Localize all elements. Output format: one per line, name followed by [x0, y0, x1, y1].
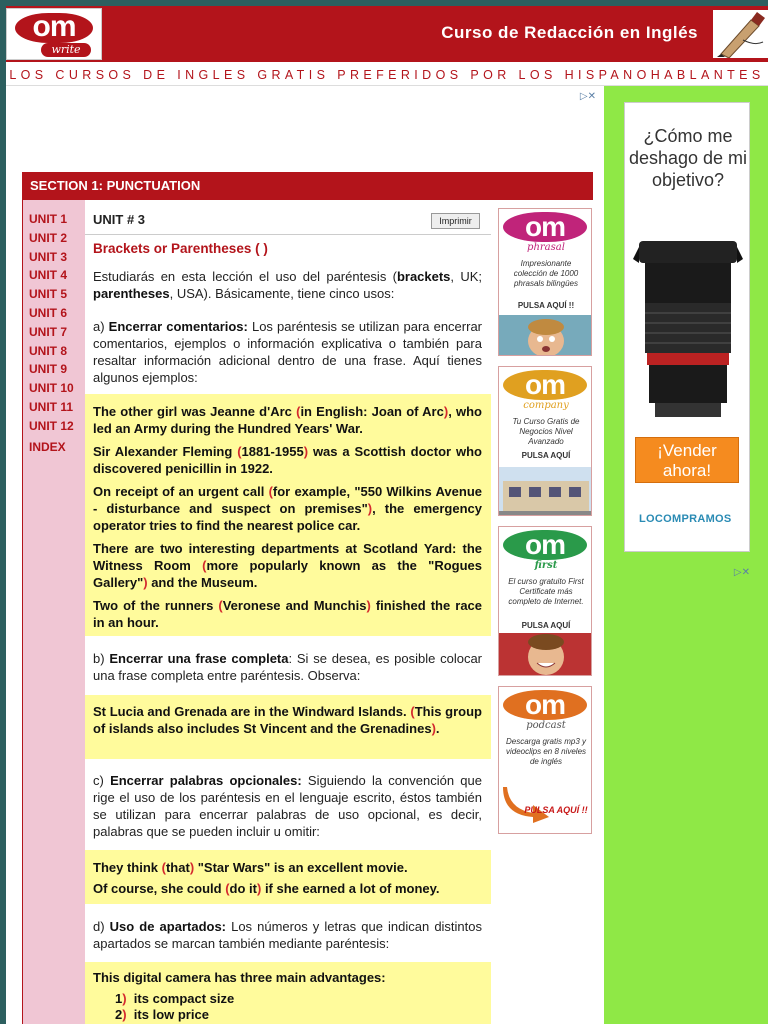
- promo-desc: El curso gratuito First Certificate más completo de Internet.: [508, 577, 584, 606]
- lesson-title: Brackets or Parentheses ( ): [93, 241, 268, 256]
- logo-write-text: write: [41, 43, 91, 57]
- promo-cta: PULSA AQUÍ: [521, 621, 571, 630]
- example-text: They think (that) "Star Wars" is an excellent movie.: [93, 860, 408, 875]
- section-title: SECTION 1: PUNCTUATION: [22, 172, 593, 200]
- arrow-icon: [499, 783, 592, 823]
- promo-company[interactable]: [498, 366, 592, 516]
- rule-c-paragraph: c) Encerrar palabras opcionales: Siguiendo la convención que rige el uso de los paréntesis en el lenguaje escrito, éstos también se utilizan para encerrar palabras de uso opcional, es decir, palabras que se pueden incluir u omitir:: [93, 773, 482, 839]
- print-button[interactable]: Imprimir: [431, 213, 480, 229]
- unit-nav: [23, 200, 85, 1024]
- promo-logo: om: [503, 370, 587, 400]
- camera-lens-icon: [633, 233, 743, 423]
- promo-desc: Tu Curso Gratis de Negocios Nivel Avanzado: [512, 417, 580, 446]
- divider: [85, 234, 491, 235]
- site-title: Curso de Redacción en Inglés: [441, 23, 698, 42]
- promo-cta: PULSA AQUÍ !!: [517, 301, 575, 310]
- example-text: This digital camera has three main advantages:: [93, 970, 386, 985]
- promo-cta: PULSA AQUÍ !!: [524, 805, 588, 815]
- nav-unit-11[interactable]: UNIT 11: [29, 399, 74, 414]
- nav-unit-7[interactable]: UNIT 7: [29, 324, 68, 339]
- example-text: St Lucia and Grenada are in the Windward Islands. (This group of islands also includes St Vincent and the Grenadines).: [93, 704, 482, 736]
- promo-sub: phrasal: [527, 242, 565, 253]
- nav-unit-4[interactable]: UNIT 4: [29, 268, 68, 283]
- example-text: 1) its compact size: [115, 991, 235, 1006]
- example-text: Sir Alexander Fleming (1881-1955) was a Scottish doctor who discovered penicillin in 1922.: [93, 444, 482, 476]
- example-text: On receipt of an urgent call (for example, "550 Wilkins Avenue - disturbance and suspect on premises"), the emergency operator tries to find the nearest police car.: [93, 484, 482, 533]
- promo-cta: PULSA AQUÍ: [521, 451, 571, 460]
- promo-logo: om: [503, 690, 587, 720]
- promo-logo: om: [503, 212, 587, 242]
- promo-desc: Descarga gratis mp3 y videoclips en 8 niveles de inglés: [505, 737, 587, 766]
- promo-desc: Impresionante colección de 1000 phrasals bilingües: [513, 259, 579, 288]
- ad-question: ¿Cómo me deshago de mi objetivo?: [628, 126, 748, 190]
- example-text: There are two interesting departments at Scotland Yard: the Witness Room (more popularly known as the "Rogues Gallery") and the Museum.: [93, 541, 482, 590]
- lesson-content: [85, 200, 491, 1024]
- adchoices-icon[interactable]: ▷✕: [579, 91, 596, 102]
- promo-image: [499, 315, 592, 356]
- ad-banner[interactable]: [624, 102, 750, 552]
- nav-index[interactable]: INDEX: [29, 439, 66, 454]
- unit-heading: UNIT # 3: [93, 212, 146, 227]
- promo-podcast[interactable]: [498, 686, 592, 834]
- logo-om-text: om: [15, 13, 93, 43]
- nav-unit-5[interactable]: UNIT 5: [29, 287, 68, 302]
- nav-unit-8[interactable]: UNIT 8: [29, 343, 68, 358]
- promo-column: [496, 200, 593, 1024]
- nav-unit-2[interactable]: UNIT 2: [29, 230, 68, 245]
- nav-unit-12[interactable]: UNIT 12: [29, 418, 74, 433]
- promo-sub: podcast: [526, 720, 566, 731]
- pen-icon: [713, 10, 768, 58]
- nav-unit-6[interactable]: UNIT 6: [29, 305, 68, 320]
- example-text: Of course, she could (do it) if she earned a lot of money.: [93, 881, 440, 896]
- ad-column: [604, 86, 768, 1024]
- promo-phrasal[interactable]: [498, 208, 592, 356]
- nav-unit-9[interactable]: UNIT 9: [29, 362, 68, 377]
- nav-unit-3[interactable]: UNIT 3: [29, 249, 68, 264]
- promo-image: [499, 633, 592, 676]
- site-header: [6, 6, 768, 62]
- example-text: 2) its low price: [115, 1007, 209, 1022]
- rule-b-paragraph: b) Encerrar una frase completa: Si se desea, es posible colocar una frase completa entre paréntesis. Observa:: [93, 651, 483, 683]
- nav-unit-10[interactable]: UNIT 10: [29, 381, 74, 396]
- nav-unit-1[interactable]: UNIT 1: [29, 212, 68, 226]
- ad-sell-button[interactable]: ¡Vender ahora!: [635, 437, 739, 483]
- promo-image: [499, 467, 592, 516]
- example-text: Two of the runners (Veronese and Munchis) finished the race in an hour.: [93, 598, 483, 630]
- rule-d-paragraph: d) Uso de apartados: Los números y letras que indican distintos apartados se marcan también mediante paréntesis:: [93, 919, 483, 951]
- promo-sub: company: [523, 400, 569, 411]
- rule-a-paragraph: a) Encerrar comentarios: Los paréntesis se utilizan para encerrar comentarios, ejemplos o información explicativa o también para resaltar información adicional dentro de una frase. Aquí tienes algunos ejemplos:: [93, 319, 483, 385]
- ad-brand: LOCOMPRAMOS: [639, 513, 732, 525]
- tagline: LOS CURSOS DE INGLES GRATIS PREFERIDOS POR LOS HISPANOHABLANTES: [6, 64, 768, 86]
- intro-paragraph: Estudiarás en esta lección el uso del paréntesis (brackets, UK; parentheses, USA). Básicamente, tiene cinco usos:: [93, 269, 482, 301]
- promo-first[interactable]: [498, 526, 592, 676]
- promo-logo: om: [503, 530, 587, 560]
- adchoices-icon[interactable]: ▷✕: [733, 567, 750, 578]
- promo-sub: first: [534, 560, 558, 571]
- example-text: The other girl was Jeanne d'Arc (in English: Joan of Arc), who led an Army during the Hundred Years' War.: [93, 404, 483, 436]
- page: [6, 6, 768, 1024]
- logo[interactable]: [6, 8, 102, 60]
